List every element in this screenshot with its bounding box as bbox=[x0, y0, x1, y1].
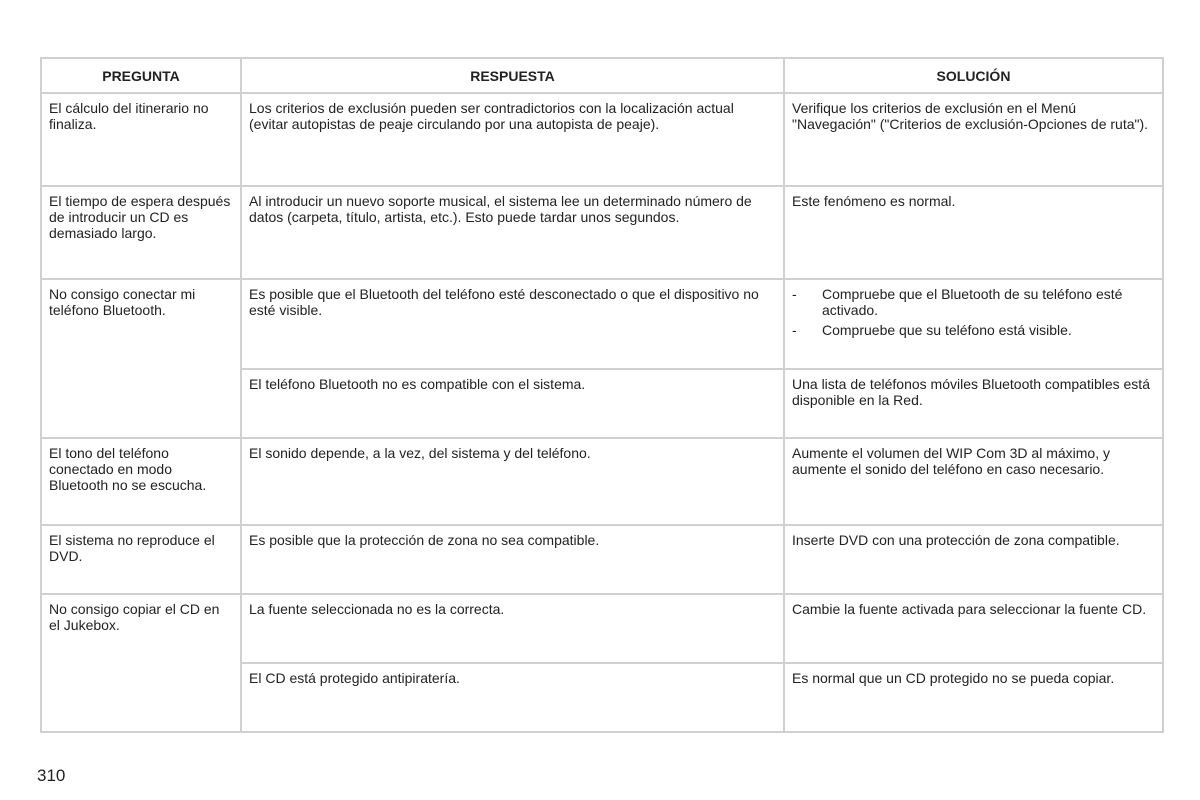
answer-cell: El teléfono Bluetooth no es compatible con el sistema. bbox=[241, 369, 784, 438]
answer-cell: La fuente seleccionada no es la correcta. bbox=[241, 594, 784, 663]
solution-cell: Aumente el volumen del WIP Com 3D al máximo, y aumente el sonido del teléfono en caso necesario. bbox=[784, 438, 1163, 525]
table-row bbox=[41, 93, 1163, 186]
table-header-row bbox=[41, 58, 1163, 93]
table-row bbox=[41, 186, 1163, 279]
solution-cell bbox=[784, 279, 1163, 369]
header-question: PREGUNTA bbox=[41, 58, 241, 93]
solution-cell: Cambie la fuente activada para seleccionar la fuente CD. bbox=[784, 594, 1163, 663]
list-item bbox=[792, 322, 1155, 338]
answer-cell: El CD está protegido antipiratería. bbox=[241, 663, 784, 732]
answer-cell: El sonido depende, a la vez, del sistema y del teléfono. bbox=[241, 438, 784, 525]
page-number: 310 bbox=[37, 766, 66, 785]
bullet-text: Compruebe que su teléfono está visible. bbox=[822, 322, 1072, 338]
solution-cell: Una lista de teléfonos móviles Bluetooth compatibles está disponible en la Red. bbox=[784, 369, 1163, 438]
question-cell: No consigo copiar el CD en el Jukebox. bbox=[41, 594, 241, 732]
answer-cell: Es posible que la protección de zona no sea compatible. bbox=[241, 525, 784, 594]
question-cell: No consigo conectar mi teléfono Bluetooth. bbox=[41, 279, 241, 438]
table-row bbox=[41, 594, 1163, 663]
question-cell: El tiempo de espera después de introducir un CD es demasiado largo. bbox=[41, 186, 241, 279]
solution-cell: Es normal que un CD protegido no se pueda copiar. bbox=[784, 663, 1163, 732]
question-cell: El sistema no reproduce el DVD. bbox=[41, 525, 241, 594]
question-cell: El cálculo del itinerario no finaliza. bbox=[41, 93, 241, 186]
table-row bbox=[41, 525, 1163, 594]
answer-cell: Los criterios de exclusión pueden ser contradictorios con la localización actual (evitar autopistas de peaje circulando por una autopista de peaje). bbox=[241, 93, 784, 186]
table-row bbox=[41, 438, 1163, 525]
answer-cell: Al introducir un nuevo soporte musical, el sistema lee un determinado número de datos (carpeta, título, artista, etc.). Esto puede tardar unos segundos. bbox=[241, 186, 784, 279]
bullet-dash: - bbox=[792, 286, 797, 302]
question-cell: El tono del teléfono conectado en modo Bluetooth no se escucha. bbox=[41, 438, 241, 525]
answer-cell: Es posible que el Bluetooth del teléfono esté desconectado o que el dispositivo no esté visible. bbox=[241, 279, 784, 369]
troubleshooting-table bbox=[40, 57, 1164, 733]
bullet-dash: - bbox=[792, 322, 797, 338]
header-solution: SOLUCIÓN bbox=[784, 58, 1163, 93]
table-row bbox=[41, 279, 1163, 369]
solution-cell: Verifique los criterios de exclusión en el Menú "Navegación" ("Criterios de exclusión-Opciones de ruta"). bbox=[784, 93, 1163, 186]
bullet-text: Compruebe que el Bluetooth de su teléfono esté activado. bbox=[822, 286, 1123, 318]
solution-bullet-list bbox=[792, 286, 1155, 338]
solution-cell: Este fenómeno es normal. bbox=[784, 186, 1163, 279]
list-item bbox=[792, 286, 1155, 318]
solution-cell: Inserte DVD con una protección de zona compatible. bbox=[784, 525, 1163, 594]
header-answer: RESPUESTA bbox=[241, 58, 784, 93]
